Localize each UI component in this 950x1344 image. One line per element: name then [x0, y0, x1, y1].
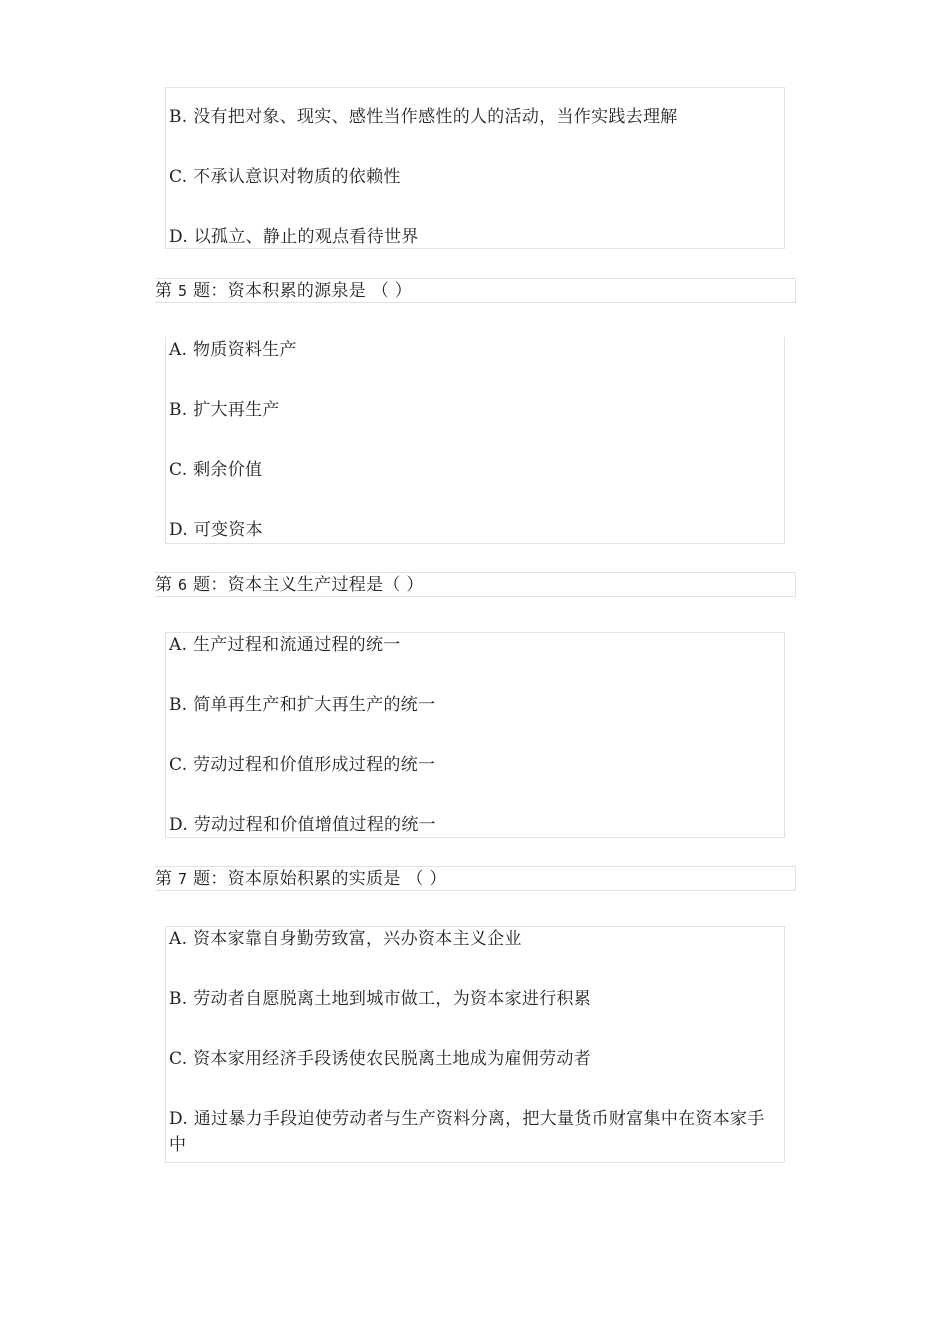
question-5-options	[165, 337, 785, 544]
question-number: 5	[178, 282, 188, 300]
option-a: A. 生产过程和流通过程的统一	[169, 635, 401, 655]
option-b: B. 简单再生产和扩大再生产的统一	[169, 695, 436, 715]
option-b: B. 扩大再生产	[169, 400, 280, 420]
question-number: 7	[178, 870, 188, 888]
question-4-options	[165, 87, 785, 249]
option-a: A. 资本家靠自身勤劳致富，兴办资本主义企业	[169, 929, 522, 949]
question-text: 题：资本原始积累的实质是 （ ）	[187, 869, 447, 889]
option-b: B. 劳动者自愿脱离土地到城市做工，为资本家进行积累	[169, 989, 592, 1009]
option-d: D. 劳动过程和价值增值过程的统一	[169, 815, 436, 835]
question-number: 6	[178, 576, 188, 594]
option-b: B. 没有把对象、现实、感性当作感性的人的活动，当作实践去理解	[169, 107, 678, 127]
option-c: C. 劳动过程和价值形成过程的统一	[169, 755, 436, 775]
question-7-options	[165, 926, 785, 1163]
question-label: 第	[155, 869, 173, 889]
option-a: A. 物质资料生产	[169, 340, 297, 360]
question-6-options	[165, 632, 785, 838]
question-label: 第	[155, 575, 173, 595]
option-c: C. 不承认意识对物质的依赖性	[169, 167, 401, 187]
question-7-header	[155, 866, 796, 891]
question-label: 第	[155, 281, 173, 301]
option-d: D. 通过暴力手段迫使劳动者与生产资料分离，把大量货币财富集中在资本家手中	[169, 1109, 765, 1155]
option-d: D. 可变资本	[169, 520, 263, 540]
option-c: C. 资本家用经济手段诱使农民脱离土地成为雇佣劳动者	[169, 1049, 592, 1069]
option-d: D. 以孤立、静止的观点看待世界	[169, 227, 419, 247]
question-text: 题：资本主义生产过程是（ ）	[187, 575, 424, 595]
question-5-header	[155, 278, 796, 303]
question-text: 题：资本积累的源泉是 （ ）	[187, 281, 413, 301]
option-c: C. 剩余价值	[169, 460, 263, 480]
question-6-header	[155, 572, 796, 597]
